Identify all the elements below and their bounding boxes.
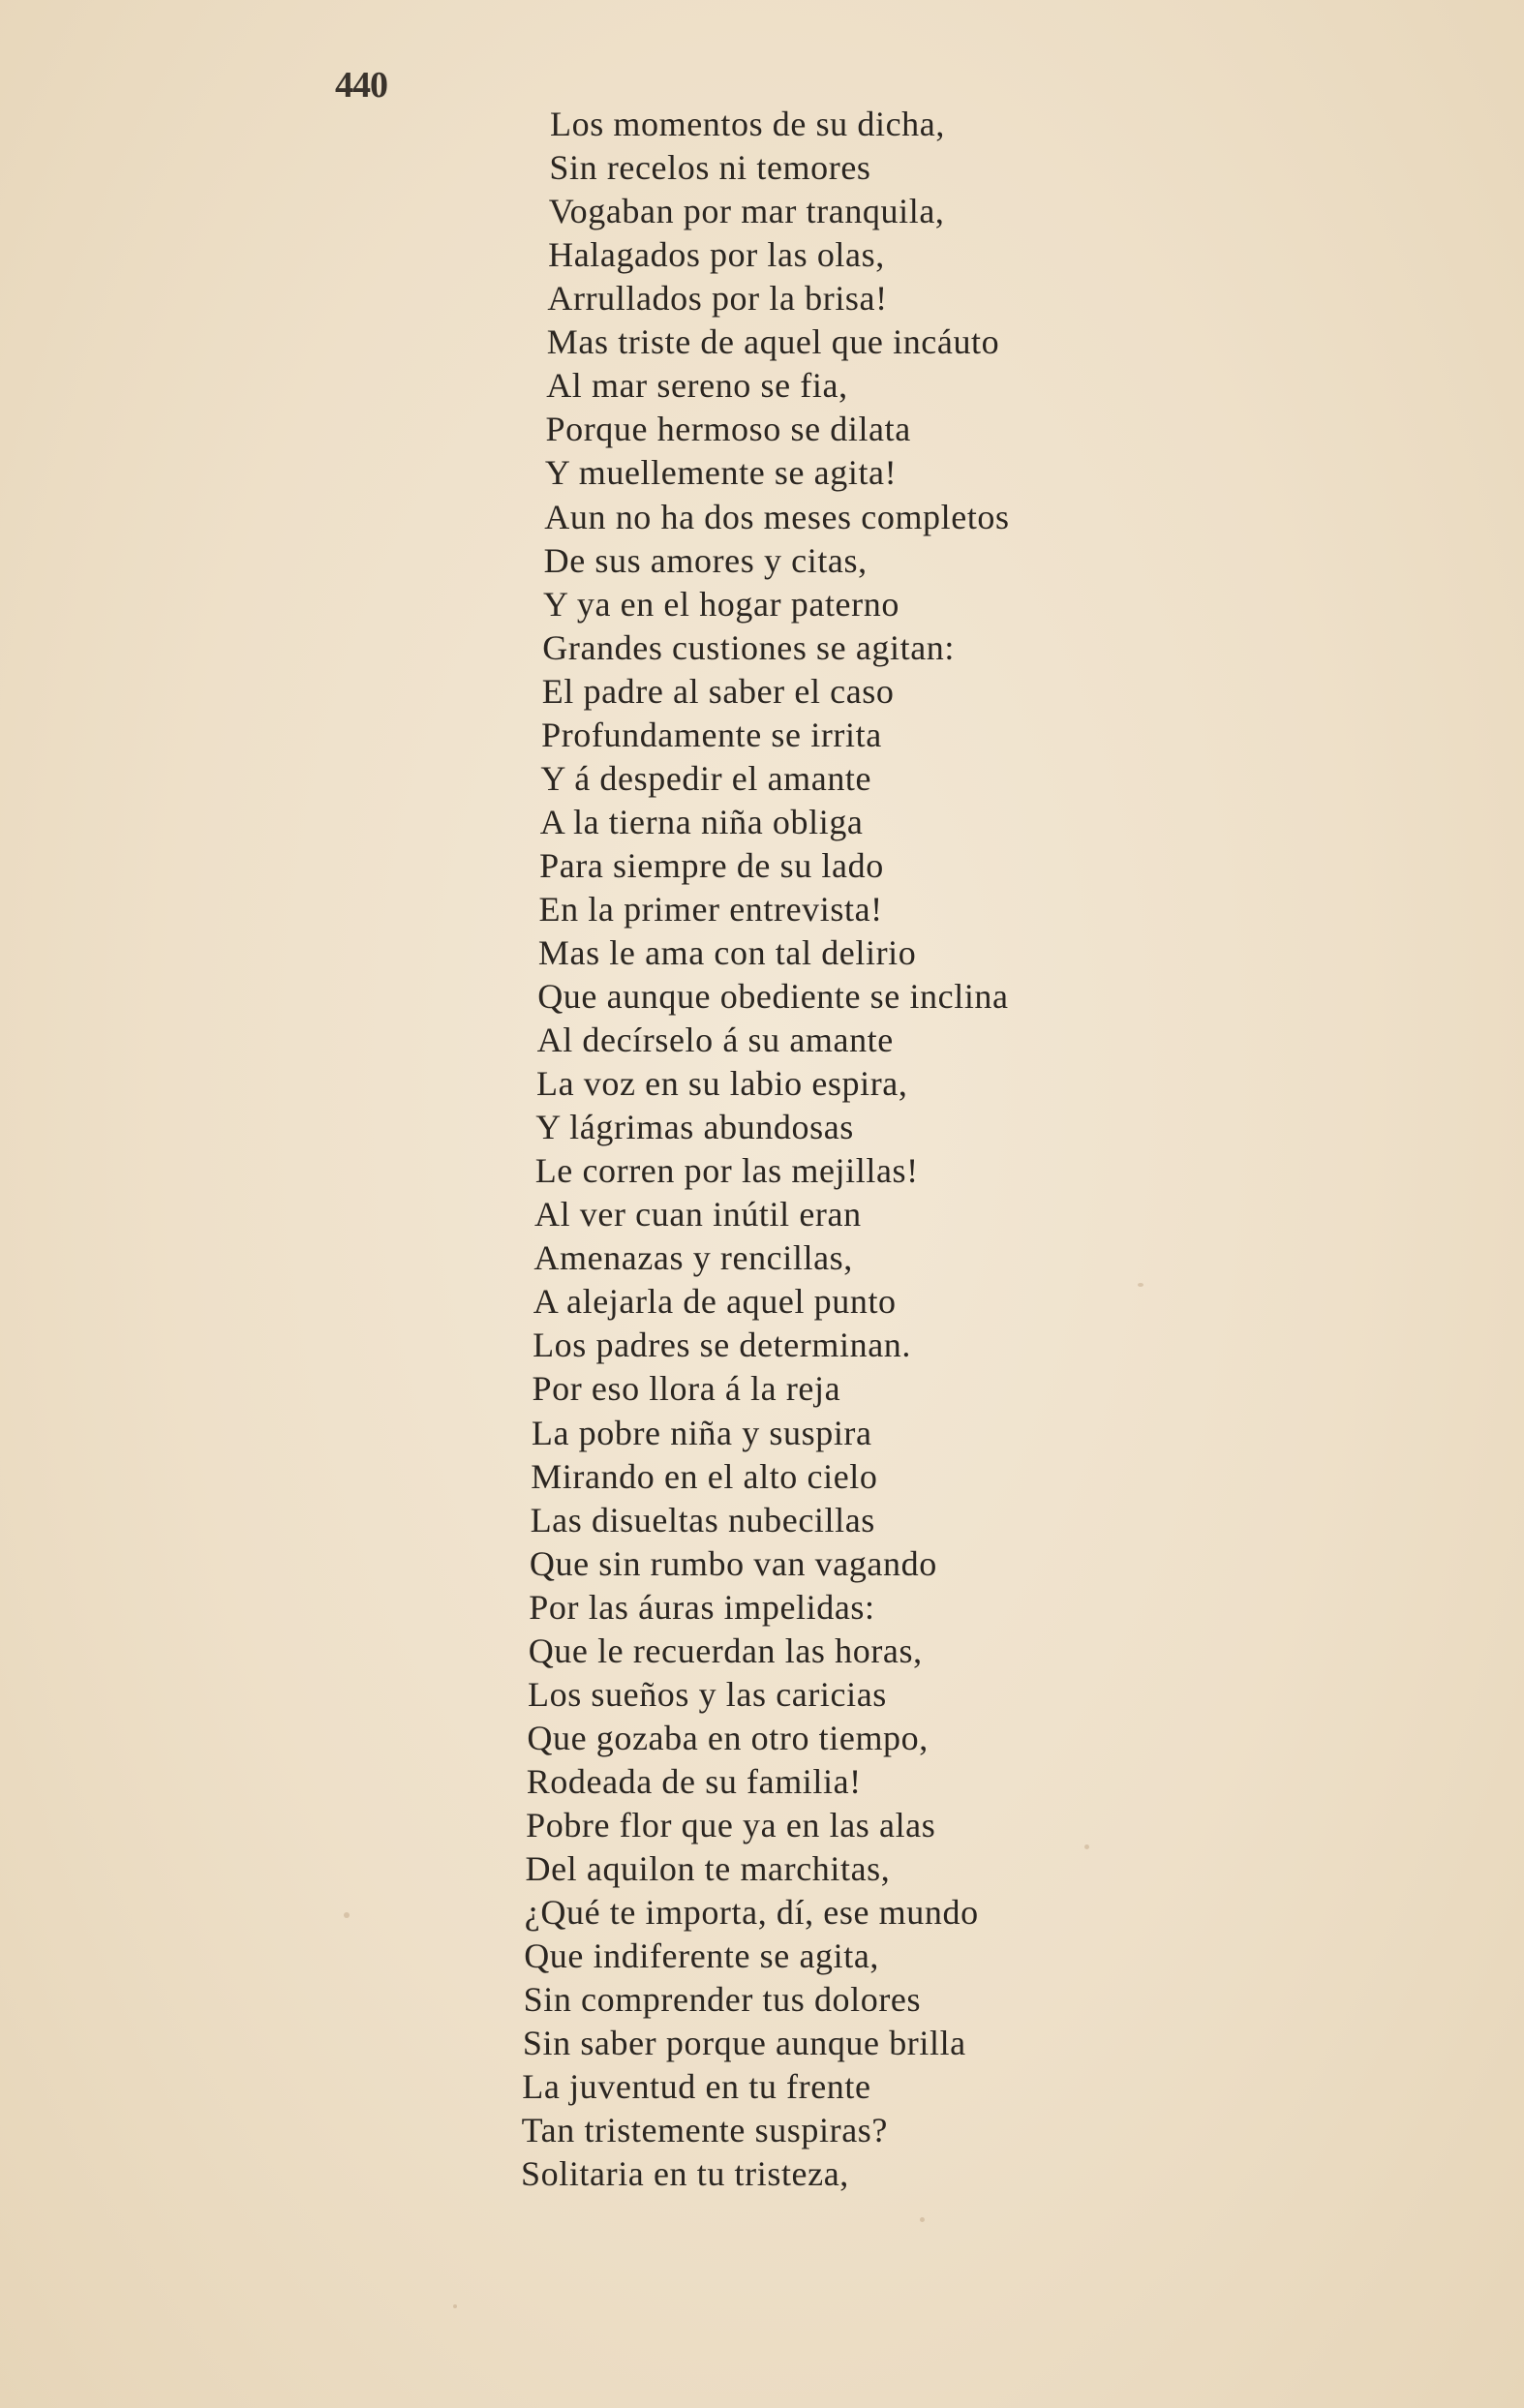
- poem-line: Por las áuras impelidas:: [529, 1587, 875, 1627]
- poem-line: Que aunque obediente se inclina: [537, 977, 1009, 1016]
- poem-line: Mas triste de aquel que incáuto: [546, 322, 1000, 362]
- poem-line: Y á despedir el amante: [540, 758, 872, 798]
- poem-line: Solitaria en tu tristeza,: [521, 2154, 849, 2194]
- poem-line: Al ver cuan inútil eran: [534, 1195, 862, 1234]
- poem-line: ¿Qué te importa, dí, ese mundo: [524, 1893, 979, 1932]
- poem-line: Al decírselo á su amante: [536, 1021, 894, 1059]
- poem-line: Y lágrimas abundosas: [535, 1108, 854, 1147]
- poem-line: Sin recelos ni temores: [549, 148, 871, 188]
- poem-line: Rodeada de su familia!: [526, 1761, 862, 1801]
- poem-line: Porque hermoso se dilata: [545, 410, 911, 449]
- page-number: 440: [335, 65, 387, 106]
- poem-line: Aun no ha dos meses completos: [544, 497, 1010, 536]
- poem-line: De sus amores y citas,: [543, 540, 868, 580]
- poem-line: La pobre niña y suspira: [531, 1413, 872, 1452]
- poem-line: A alejarla de aquel punto: [533, 1282, 897, 1322]
- poem-line: Al mar sereno se fia,: [546, 366, 848, 406]
- poem-line: Sin comprender tus dolores: [523, 1980, 922, 2020]
- poem-line: Para siempre de su lado: [539, 845, 884, 885]
- poem-line: Sin saber porque aunque brilla: [522, 2024, 966, 2063]
- poem-line: Mirando en el alto cielo: [531, 1456, 878, 1496]
- poem-line: Amenazas y rencillas,: [533, 1238, 853, 1278]
- poem-line: Los sueños y las caricias: [528, 1674, 887, 1714]
- poem-line: Y ya en el hogar paterno: [543, 584, 899, 624]
- poem-line: A la tierna niña obliga: [539, 802, 864, 841]
- poem-line: La voz en su labio espira,: [536, 1064, 908, 1104]
- poem-line: Que indiferente se agita,: [524, 1936, 880, 1976]
- poem-line: Por eso llora á la reja: [532, 1369, 841, 1409]
- poem-line: Profundamente se irrita: [541, 715, 882, 754]
- poem-line: Vogaban por mar tranquila,: [548, 192, 945, 231]
- poem-line: Halagados por las olas,: [548, 235, 885, 275]
- poem-line: Tan tristemente suspiras?: [521, 2111, 888, 2150]
- poem-line: La juventud en tu frente: [522, 2067, 871, 2107]
- poem-line: Arrullados por la brisa!: [547, 279, 888, 319]
- poem-line: Los padres se determinan.: [533, 1326, 911, 1365]
- poem-line: Grandes custiones se agitan:: [542, 627, 955, 667]
- poem-line: Que sin rumbo van vagando: [529, 1543, 937, 1583]
- poem-line: Las disueltas nubecillas: [530, 1500, 875, 1539]
- poem-line: Le corren por las mejillas!: [534, 1151, 919, 1191]
- poem-line: En la primer entrevista!: [538, 889, 883, 929]
- poem-line: Y muellemente se agita!: [544, 453, 898, 493]
- poem-line: Pobre flor que ya en las alas: [526, 1805, 936, 1844]
- poem-line: Del aquilon te marchitas,: [525, 1849, 891, 1888]
- poem-line: Los momentos de su dicha,: [550, 105, 945, 143]
- poem-line: Que le recuerdan las horas,: [528, 1631, 923, 1670]
- poem-line: Que gozaba en otro tiempo,: [527, 1718, 929, 1757]
- poem-line: El padre al saber el caso: [541, 671, 895, 711]
- poem-line: Mas le ama con tal delirio: [537, 932, 917, 972]
